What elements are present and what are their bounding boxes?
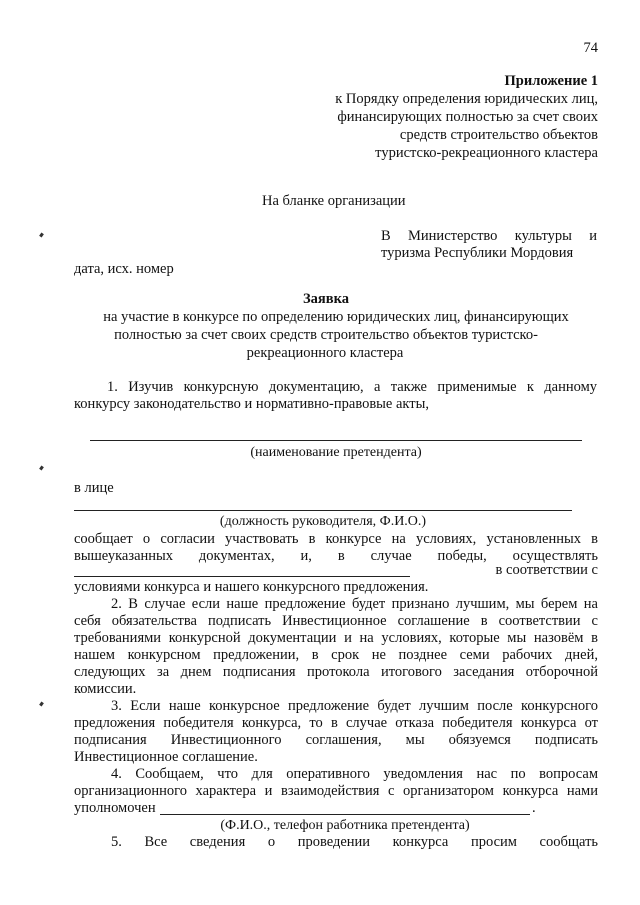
- contact-blank: [160, 814, 530, 815]
- p5-line: [111, 834, 598, 851]
- addressee-word: и: [589, 228, 598, 244]
- addressee-line-1: [381, 228, 597, 245]
- p2-line: комиссии.: [74, 681, 137, 697]
- head-name-blank: [74, 510, 572, 511]
- p1-line: вышеуказанных документах, и, в случае победы, осуществлять: [74, 548, 598, 564]
- page-number: 74: [583, 40, 598, 56]
- appendix-line: средств строительство объектов: [399, 127, 598, 143]
- addressee-line-2: туризма Республики Мордовия: [381, 245, 574, 261]
- p1-line: сообщает о согласии участвовать в конкурсе на условиях, установленных в: [74, 531, 598, 547]
- application-subtitle-line: рекреационного кластера: [246, 345, 404, 361]
- appendix-line: туристско-рекреационного кластера: [375, 145, 598, 161]
- applicant-name-blank: [90, 440, 582, 441]
- p1-line: 1. Изучив конкурсную документацию, а также применимые к данному: [107, 379, 597, 395]
- p2-line: нашем конкурсном предложении, в срок не позднее семи рабочих дней,: [74, 647, 598, 663]
- head-name-caption: (должность руководителя, Ф.И.О.): [219, 514, 427, 529]
- authorized-label: уполномочен: [74, 800, 156, 816]
- letterhead-note: На бланке организации: [262, 193, 406, 209]
- application-title: Заявка: [303, 291, 349, 307]
- date-reference: дата, исх. номер: [74, 261, 174, 277]
- p2-line: себя обязательства подписать Инвестиционное соглашение в соответствии с: [74, 613, 598, 629]
- p3-line: предложения победителя конкурса, то в случае отказа победителя конкурса от: [74, 715, 598, 731]
- scan-mark: [39, 233, 44, 238]
- application-subtitle-line: на участие в конкурсе по определению юридических лиц, финансирующих: [103, 309, 569, 325]
- scan-mark: [39, 702, 44, 707]
- p1-line: конкурсу законодательство и нормативно-правовые акты,: [74, 396, 429, 412]
- contact-period: .: [532, 800, 536, 816]
- p2-line: следующих за днем подписания протокола итогового заседания отборочной: [74, 664, 598, 680]
- p4-line: 4. Сообщаем, что для оперативного уведомления нас по вопросам: [111, 766, 598, 782]
- addressee-word: В: [381, 228, 391, 244]
- p5-word: просим: [470, 834, 517, 850]
- application-subtitle-line: полностью за счет своих средств строительство объектов туристско-: [114, 327, 538, 343]
- p5-word: Все: [144, 834, 168, 850]
- p3-line: 3. Если наше конкурсное предложение будет лучшим после конкурсного: [111, 698, 598, 714]
- addressee-word: Министерство: [408, 228, 498, 244]
- scan-mark: [39, 466, 44, 471]
- appendix-line: к Порядку определения юридических лиц,: [335, 91, 598, 107]
- p5-word: проведении: [297, 834, 371, 850]
- activity-blank: [74, 576, 410, 577]
- p2-line: 2. В случае если наше предложение будет признано лучшим, мы берем на: [111, 596, 598, 612]
- p4-line: организационного характера и взаимодействия с организатором конкурса нами: [74, 783, 598, 799]
- addressee-word: культуры: [514, 228, 572, 244]
- p1-line-tail: в соответствии с: [495, 562, 598, 578]
- contact-caption: (Ф.И.О., телефон работника претендента): [220, 818, 470, 833]
- p3-line: подписания Инвестиционного соглашения, мы обязуемся подписать: [74, 732, 598, 748]
- appendix-title: Приложение 1: [504, 73, 598, 89]
- p2-line: требованиями конкурсной документации и на условиях, которые мы назовём в: [74, 630, 598, 646]
- applicant-name-caption: (наименование претендента): [250, 445, 422, 460]
- p5-word: о: [267, 834, 276, 850]
- p1-line: условиями конкурса и нашего конкурсного предложения.: [74, 579, 429, 595]
- p3-line: Инвестиционное соглашение.: [74, 749, 258, 765]
- p5-word: конкурса: [392, 834, 449, 850]
- p5-word: 5.: [111, 834, 122, 850]
- represented-by-label: в лице: [74, 480, 114, 496]
- appendix-line: финансирующих полностью за счет своих: [337, 109, 598, 125]
- p5-word: сведения: [189, 834, 246, 850]
- p5-word: сообщать: [539, 834, 599, 850]
